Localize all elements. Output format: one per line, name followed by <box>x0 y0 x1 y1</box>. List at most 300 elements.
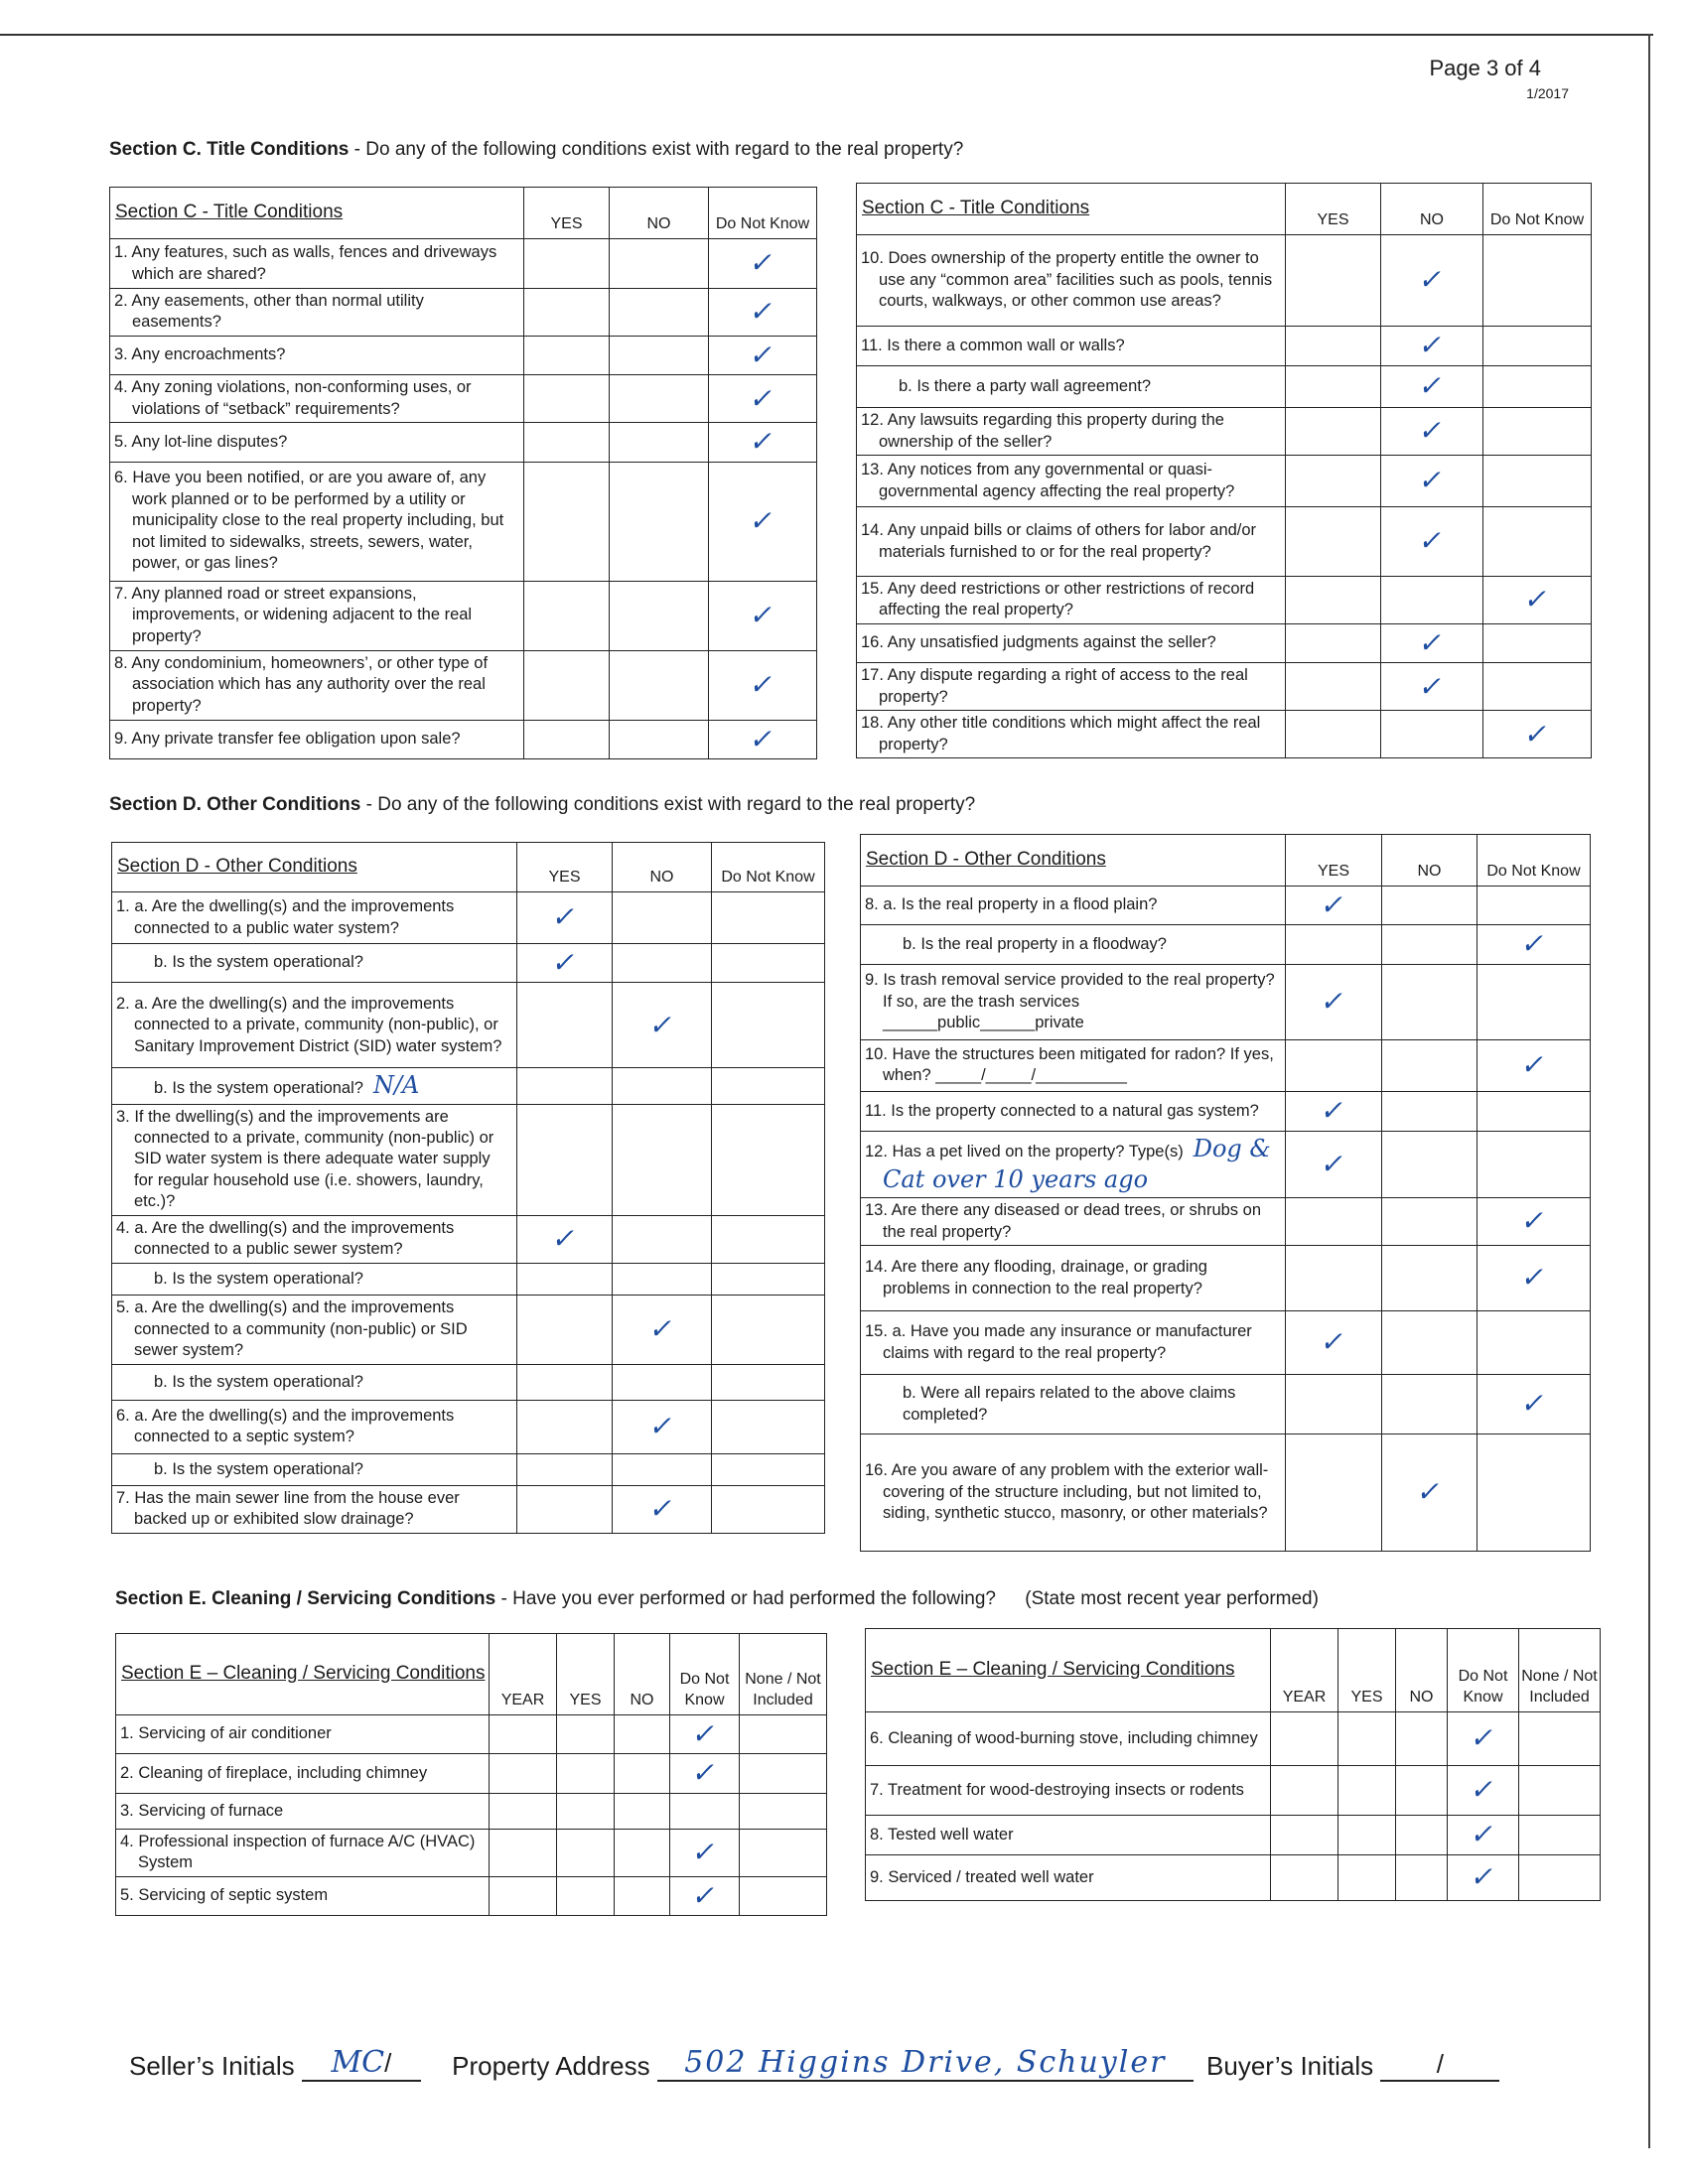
answer-cell-yes[interactable] <box>557 1876 615 1915</box>
answer-cell-none[interactable] <box>740 1829 827 1876</box>
answer-cell-no[interactable] <box>1382 1091 1477 1131</box>
answer-cell-no[interactable] <box>1396 1766 1448 1816</box>
table-row <box>112 1104 825 1215</box>
answer-cell-dnk[interactable] <box>712 1215 825 1263</box>
table-row <box>116 1754 827 1793</box>
table-row <box>861 1434 1591 1552</box>
answer-cell-year[interactable] <box>490 1876 557 1915</box>
answer-cell-no[interactable] <box>1381 663 1483 711</box>
question-text: 3. If the dwelling(s) and the improvements are connected to a private, community (non-public) or SID water system is there adequate water supply for regular household use (i.e. showers, laundry, etc.)? <box>112 1104 517 1215</box>
checkmark-icon: ✓ <box>747 338 778 371</box>
answer-cell-yes[interactable] <box>517 892 613 944</box>
answer-cell-no[interactable] <box>1381 711 1483 758</box>
answer-cell-none[interactable] <box>1519 1766 1601 1816</box>
checkmark-icon: ✓ <box>646 1008 677 1041</box>
answer-cell-yes[interactable] <box>517 1215 613 1263</box>
question-text: 6. a. Are the dwelling(s) and the improvements connected to a septic system? <box>112 1400 517 1453</box>
answer-cell-dnk[interactable] <box>1477 1198 1591 1246</box>
table-row <box>116 1829 827 1876</box>
answer-cell-dnk[interactable] <box>670 1754 740 1793</box>
seller-initials-value: MC <box>331 2045 385 2080</box>
table-row <box>866 1816 1601 1855</box>
answer-cell-none[interactable] <box>1519 1712 1601 1766</box>
answer-cell-no[interactable] <box>1381 366 1483 408</box>
answer-cell-yes[interactable] <box>1286 235 1381 327</box>
table-row <box>857 663 1592 711</box>
table-title: Section D - Other Conditions <box>861 835 1286 887</box>
answer-cell-no[interactable] <box>613 1485 712 1533</box>
table-row <box>110 289 817 337</box>
answer-cell-no[interactable] <box>1382 1375 1477 1434</box>
answer-cell-yes[interactable] <box>524 289 610 337</box>
answer-cell-no[interactable] <box>1382 1246 1477 1311</box>
question-text: 12. Any lawsuits regarding this property during the ownership of the seller? <box>857 408 1286 456</box>
checkmark-icon: ✓ <box>549 946 580 979</box>
answer-cell-dnk[interactable] <box>709 375 817 423</box>
checkmark-icon: ✓ <box>689 1878 720 1912</box>
answer-cell-yes[interactable] <box>557 1754 615 1793</box>
answer-cell-dnk[interactable] <box>712 1295 825 1364</box>
question-text: 16. Any unsatisfied judgments against the seller? <box>857 623 1286 662</box>
question-text: 2. Any easements, other than normal utility easements? <box>110 289 524 337</box>
answer-cell-none[interactable] <box>740 1876 827 1915</box>
question-text: 8. Tested well water <box>866 1816 1271 1855</box>
answer-cell-year[interactable] <box>490 1754 557 1793</box>
answer-cell-dnk[interactable] <box>709 289 817 337</box>
answer-cell-dnk[interactable] <box>1477 1375 1591 1434</box>
answer-cell-yes[interactable] <box>1338 1816 1396 1855</box>
table-row <box>110 581 817 650</box>
table-row <box>110 720 817 758</box>
table-row <box>861 1091 1591 1131</box>
answer-cell-no[interactable] <box>613 1263 712 1295</box>
answer-cell-no[interactable] <box>1381 327 1483 366</box>
col-year: YEAR <box>1271 1629 1338 1712</box>
answer-cell-dnk[interactable] <box>670 1715 740 1754</box>
question-text: b. Is the system operational? <box>112 1263 517 1295</box>
answer-cell-yes[interactable] <box>1286 1311 1382 1375</box>
answer-cell-dnk[interactable] <box>712 1104 825 1215</box>
table-row <box>110 239 817 289</box>
question-text: 7. Has the main sewer line from the house ever backed up or exhibited slow drainage? <box>112 1485 517 1533</box>
answer-cell-dnk[interactable] <box>709 650 817 720</box>
answer-cell-yes[interactable] <box>517 1364 613 1400</box>
answer-cell-no[interactable] <box>613 1215 712 1263</box>
table-row <box>112 1263 825 1295</box>
question-text: 14. Are there any flooding, drainage, or grading problems in connection to the real property? <box>861 1246 1286 1311</box>
answer-cell-yes[interactable] <box>517 1400 613 1453</box>
answer-cell-dnk[interactable] <box>1477 1091 1591 1131</box>
checkmark-icon: ✓ <box>747 503 778 537</box>
answer-cell-dnk[interactable] <box>1448 1712 1519 1766</box>
question-text: 13. Any notices from any governmental or quasi-governmental agency affecting the real property? <box>857 456 1286 507</box>
checkmark-icon: ✓ <box>1416 524 1448 558</box>
question-text: b. Is there a party wall agreement? <box>857 366 1286 408</box>
checkmark-icon: ✓ <box>689 1756 720 1790</box>
answer-cell-dnk[interactable] <box>712 1453 825 1485</box>
answer-cell-dnk[interactable] <box>1477 1246 1591 1311</box>
table-title: Section D - Other Conditions <box>112 843 517 892</box>
col-yes: YES <box>524 188 610 239</box>
answer-cell-dnk[interactable] <box>712 944 825 983</box>
table-row <box>857 577 1592 624</box>
table-row <box>857 711 1592 758</box>
table-row <box>116 1876 827 1915</box>
col-year: YEAR <box>490 1634 557 1715</box>
answer-cell-yes[interactable] <box>524 650 610 720</box>
answer-cell-yes[interactable] <box>557 1829 615 1876</box>
table-row <box>857 408 1592 456</box>
section-d-right-table <box>860 834 1591 1552</box>
answer-cell-yes[interactable] <box>517 1263 613 1295</box>
top-rule <box>0 34 1653 36</box>
checkmark-icon: ✓ <box>1416 414 1448 448</box>
answer-cell-year[interactable] <box>1271 1766 1338 1816</box>
checkmark-icon: ✓ <box>747 295 778 329</box>
answer-cell-dnk[interactable] <box>1483 711 1592 758</box>
answer-cell-no[interactable] <box>610 720 709 758</box>
answer-cell-yes[interactable] <box>1286 1091 1382 1131</box>
buyer-initials-field[interactable]: / <box>1380 2049 1499 2082</box>
col-no: NO <box>610 188 709 239</box>
answer-cell-year[interactable] <box>1271 1855 1338 1901</box>
answer-cell-dnk[interactable] <box>712 1263 825 1295</box>
checkmark-icon: ✓ <box>747 598 778 631</box>
question-text: 3. Servicing of furnace <box>116 1793 490 1829</box>
table-row <box>861 1131 1591 1197</box>
answer-cell-none[interactable] <box>1519 1816 1601 1855</box>
table-row <box>110 462 817 581</box>
col-no: NO <box>1382 835 1477 887</box>
table-row <box>861 1246 1591 1311</box>
answer-cell-dnk[interactable] <box>1483 577 1592 624</box>
answer-cell-no[interactable] <box>1382 887 1477 925</box>
answer-cell-yes[interactable] <box>524 239 610 289</box>
answer-cell-no[interactable] <box>1396 1816 1448 1855</box>
section-c-heading: Section C. Title Conditions - Do any of the following conditions exist with regard to the real property? <box>109 139 964 160</box>
answer-cell-dnk[interactable] <box>709 720 817 758</box>
checkmark-icon: ✓ <box>1468 1818 1498 1851</box>
answer-cell-year[interactable] <box>490 1793 557 1829</box>
checkmark-icon: ✓ <box>1416 625 1448 659</box>
answer-cell-dnk[interactable] <box>1477 1311 1591 1375</box>
answer-cell-dnk[interactable] <box>712 983 825 1068</box>
answer-cell-no[interactable] <box>1382 1311 1477 1375</box>
answer-cell-no[interactable] <box>1381 408 1483 456</box>
answer-cell-dnk[interactable] <box>709 336 817 374</box>
answer-cell-yes[interactable] <box>1286 327 1381 366</box>
table-row <box>861 1311 1591 1375</box>
checkmark-icon: ✓ <box>1318 1094 1349 1128</box>
answer-cell-dnk[interactable] <box>670 1829 740 1876</box>
answer-cell-none[interactable] <box>740 1754 827 1793</box>
answer-cell-no[interactable] <box>613 1400 712 1453</box>
section-d-heading: Section D. Other Conditions - Do any of the following conditions exist with regard to the real property? <box>109 794 976 815</box>
answer-cell-dnk[interactable] <box>712 1400 825 1453</box>
answer-cell-dnk[interactable] <box>1483 623 1592 662</box>
answer-cell-no[interactable] <box>1381 235 1483 327</box>
question-text: 5. Any lot-line disputes? <box>110 423 524 462</box>
checkmark-icon: ✓ <box>1318 1325 1349 1359</box>
answer-cell-yes[interactable] <box>524 581 610 650</box>
answer-cell-no[interactable] <box>610 462 709 581</box>
table-row <box>110 650 817 720</box>
answer-cell-yes[interactable] <box>524 375 610 423</box>
question-text: 15. Any deed restrictions or other restrictions of record affecting the real property? <box>857 577 1286 624</box>
answer-cell-no[interactable] <box>610 375 709 423</box>
answer-cell-dnk[interactable] <box>1483 366 1592 408</box>
table-row <box>112 1295 825 1364</box>
answer-cell-year[interactable] <box>1271 1816 1338 1855</box>
answer-cell-dnk[interactable] <box>709 239 817 289</box>
property-address-field[interactable] <box>657 2045 1194 2082</box>
answer-cell-no[interactable] <box>613 1295 712 1364</box>
checkmark-icon: ✓ <box>1468 1860 1498 1894</box>
answer-cell-none[interactable] <box>740 1715 827 1754</box>
answer-cell-yes[interactable] <box>517 1453 613 1485</box>
col-dnk: Do Not Know <box>1477 835 1591 887</box>
section-e-left-table <box>115 1633 827 1916</box>
checkmark-icon: ✓ <box>1518 1387 1549 1421</box>
table-row <box>866 1766 1601 1816</box>
answer-cell-yes[interactable] <box>517 983 613 1068</box>
question-text: 1. Any features, such as walls, fences and driveways which are shared? <box>110 239 524 289</box>
answer-cell-no[interactable] <box>613 1364 712 1400</box>
col-dnk: Do Not Know <box>670 1634 740 1715</box>
table-row <box>112 892 825 944</box>
answer-cell-yes[interactable] <box>517 1104 613 1215</box>
answer-cell-dnk[interactable] <box>1477 964 1591 1039</box>
col-yes: YES <box>1286 835 1382 887</box>
answer-cell-yes[interactable] <box>1286 408 1381 456</box>
answer-cell-no[interactable] <box>613 1104 712 1215</box>
answer-cell-no[interactable] <box>615 1715 670 1754</box>
table-title: Section E – Cleaning / Servicing Conditions <box>116 1634 490 1715</box>
answer-cell-no[interactable] <box>1396 1712 1448 1766</box>
answer-cell-dnk[interactable] <box>1483 507 1592 577</box>
answer-cell-none[interactable] <box>740 1793 827 1829</box>
answer-cell-dnk[interactable] <box>670 1876 740 1915</box>
checkmark-icon: ✓ <box>1416 464 1448 497</box>
checkmark-icon: ✓ <box>1521 717 1553 751</box>
answer-cell-yes[interactable] <box>1286 507 1381 577</box>
answer-cell-yes[interactable] <box>1286 456 1381 507</box>
answer-cell-no[interactable] <box>610 423 709 462</box>
checkmark-icon: ✓ <box>1468 1773 1498 1807</box>
answer-cell-yes[interactable] <box>524 720 610 758</box>
col-yes: YES <box>517 843 613 892</box>
question-text: 12. Has a pet lived on the property? Type(s) Dog & Cat over 10 years ago <box>861 1131 1286 1197</box>
answer-cell-year[interactable] <box>490 1715 557 1754</box>
answer-cell-yes[interactable] <box>1286 964 1382 1039</box>
question-text: 5. Servicing of septic system <box>116 1876 490 1915</box>
question-text: 4. Professional inspection of furnace A/C (HVAC) System <box>116 1829 490 1876</box>
answer-cell-yes[interactable] <box>557 1715 615 1754</box>
answer-cell-yes[interactable] <box>1286 366 1381 408</box>
answer-cell-no[interactable] <box>610 289 709 337</box>
table-row <box>861 1375 1591 1434</box>
answer-cell-dnk[interactable] <box>1477 1039 1591 1091</box>
answer-cell-no[interactable] <box>613 1068 712 1104</box>
answer-cell-yes[interactable] <box>1286 925 1382 964</box>
answer-cell-no[interactable] <box>613 1453 712 1485</box>
property-address-value: 502 Higgins Drive, Schuyler <box>684 2045 1167 2080</box>
table-row <box>116 1793 827 1829</box>
answer-cell-no[interactable] <box>1382 1039 1477 1091</box>
table-row <box>112 1400 825 1453</box>
table-row <box>861 1198 1591 1246</box>
answer-cell-no[interactable] <box>1381 577 1483 624</box>
answer-cell-dnk[interactable] <box>1448 1766 1519 1816</box>
answer-cell-dnk[interactable] <box>1477 1131 1591 1197</box>
answer-cell-dnk[interactable] <box>712 1364 825 1400</box>
seller-initials-field[interactable]: MC/ <box>302 2045 421 2082</box>
answer-cell-no[interactable] <box>1382 925 1477 964</box>
answer-cell-no[interactable] <box>1382 1434 1477 1552</box>
checkmark-icon: ✓ <box>1521 583 1553 616</box>
checkmark-icon: ✓ <box>646 1492 677 1526</box>
answer-cell-dnk[interactable] <box>1483 456 1592 507</box>
answer-cell-yes[interactable] <box>1286 623 1381 662</box>
answer-cell-dnk[interactable] <box>709 581 817 650</box>
answer-cell-yes[interactable] <box>1338 1855 1396 1901</box>
answer-cell-yes[interactable] <box>1286 1434 1382 1552</box>
question-text: 18. Any other title conditions which might affect the real property? <box>857 711 1286 758</box>
answer-cell-year[interactable] <box>490 1829 557 1876</box>
question-text: 6. Cleaning of wood-burning stove, including chimney <box>866 1712 1271 1766</box>
answer-cell-yes[interactable] <box>517 944 613 983</box>
question-text: 10. Does ownership of the property entitle the owner to use any “common area” facilities such as pools, tennis courts, walkways, or other common use areas? <box>857 235 1286 327</box>
answer-cell-no[interactable] <box>610 581 709 650</box>
question-text: 9. Serviced / treated well water <box>866 1855 1271 1901</box>
answer-cell-dnk[interactable] <box>1448 1855 1519 1901</box>
table-row <box>861 1039 1591 1091</box>
table-row <box>861 887 1591 925</box>
answer-cell-yes[interactable] <box>1286 1375 1382 1434</box>
answer-cell-dnk[interactable] <box>709 462 817 581</box>
answer-cell-yes[interactable] <box>517 1068 613 1104</box>
answer-cell-yes[interactable] <box>517 1295 613 1364</box>
question-text: 9. Any private transfer fee obligation upon sale? <box>110 720 524 758</box>
answer-cell-yes[interactable] <box>1286 1131 1382 1197</box>
col-none: None / Not Included <box>740 1634 827 1715</box>
answer-cell-yes[interactable] <box>524 462 610 581</box>
answer-cell-no[interactable] <box>613 983 712 1068</box>
answer-cell-yes[interactable] <box>517 1485 613 1533</box>
answer-cell-dnk[interactable] <box>1477 1434 1591 1552</box>
answer-cell-no[interactable] <box>1381 507 1483 577</box>
answer-cell-no[interactable] <box>610 650 709 720</box>
checkmark-icon: ✓ <box>1518 1261 1549 1295</box>
table-row <box>116 1715 827 1754</box>
col-dnk: Do Not Know <box>709 188 817 239</box>
answer-cell-no[interactable] <box>615 1829 670 1876</box>
answer-cell-no[interactable] <box>1382 1131 1477 1197</box>
answer-cell-none[interactable] <box>1519 1855 1601 1901</box>
answer-cell-no[interactable] <box>1396 1855 1448 1901</box>
answer-cell-yes[interactable] <box>524 423 610 462</box>
answer-cell-dnk[interactable] <box>1483 327 1592 366</box>
table-row <box>857 507 1592 577</box>
answer-cell-dnk[interactable] <box>670 1793 740 1829</box>
answer-cell-no[interactable] <box>1381 623 1483 662</box>
answer-cell-no[interactable] <box>613 892 712 944</box>
answer-cell-yes[interactable] <box>1286 663 1381 711</box>
answer-cell-yes[interactable] <box>557 1793 615 1829</box>
buyer-initials-label: Buyer’s Initials <box>1206 2051 1374 2081</box>
answer-cell-dnk[interactable] <box>712 1485 825 1533</box>
col-no: NO <box>615 1634 670 1715</box>
answer-cell-dnk[interactable] <box>1483 663 1592 711</box>
answer-cell-dnk[interactable] <box>712 892 825 944</box>
table-row <box>857 235 1592 327</box>
answer-cell-yes[interactable] <box>1286 1198 1382 1246</box>
answer-cell-dnk[interactable] <box>1448 1816 1519 1855</box>
section-e-right-table <box>865 1628 1601 1901</box>
checkmark-icon: ✓ <box>689 1836 720 1869</box>
handwritten-note: Dog & Cat over 10 years ago <box>883 1134 1271 1193</box>
answer-cell-yes[interactable] <box>524 336 610 374</box>
table-row <box>112 1485 825 1533</box>
answer-cell-yes[interactable] <box>1286 1246 1382 1311</box>
question-text: 1. Servicing of air conditioner <box>116 1715 490 1754</box>
answer-cell-no[interactable] <box>1381 456 1483 507</box>
answer-cell-no[interactable] <box>610 239 709 289</box>
answer-cell-yes[interactable] <box>1286 1039 1382 1091</box>
answer-cell-no[interactable] <box>610 336 709 374</box>
question-text: b. Were all repairs related to the above claims completed? <box>861 1375 1286 1434</box>
question-text: 17. Any dispute regarding a right of access to the real property? <box>857 663 1286 711</box>
answer-cell-dnk[interactable] <box>1477 925 1591 964</box>
question-text: 15. a. Have you made any insurance or manufacturer claims with regard to the real property? <box>861 1311 1286 1375</box>
question-text: 6. Have you been notified, or are you aware of, any work planned or to be performed by a utility or municipality close to the real property including, but not limited to sidewalks, streets, sewers, water, power, or gas lines? <box>110 462 524 581</box>
answer-cell-yes[interactable] <box>1338 1712 1396 1766</box>
answer-cell-no[interactable] <box>615 1793 670 1829</box>
question-text: b. Is the real property in a floodway? <box>861 925 1286 964</box>
col-dnk: Do Not Know <box>712 843 825 892</box>
table-row <box>866 1855 1601 1901</box>
answer-cell-dnk[interactable] <box>712 1068 825 1104</box>
answer-cell-yes[interactable] <box>1286 711 1381 758</box>
answer-cell-dnk[interactable] <box>709 423 817 462</box>
table-row <box>861 925 1591 964</box>
answer-cell-dnk[interactable] <box>1477 887 1591 925</box>
answer-cell-no[interactable] <box>615 1876 670 1915</box>
answer-cell-year[interactable] <box>1271 1712 1338 1766</box>
answer-cell-yes[interactable] <box>1286 577 1381 624</box>
col-yes: YES <box>1286 184 1381 235</box>
answer-cell-no[interactable] <box>613 944 712 983</box>
answer-cell-no[interactable] <box>615 1754 670 1793</box>
checkmark-icon: ✓ <box>1468 1721 1498 1755</box>
section-c-right-table <box>856 183 1592 758</box>
col-dnk: Do Not Know <box>1448 1629 1519 1712</box>
question-text: b. Is the system operational? <box>112 944 517 983</box>
answer-cell-yes[interactable] <box>1286 887 1382 925</box>
table-title: Section C - Title Conditions <box>110 188 524 239</box>
answer-cell-no[interactable] <box>1382 964 1477 1039</box>
answer-cell-yes[interactable] <box>1338 1766 1396 1816</box>
answer-cell-dnk[interactable] <box>1483 408 1592 456</box>
answer-cell-dnk[interactable] <box>1483 235 1592 327</box>
checkmark-icon: ✓ <box>747 381 778 415</box>
section-d-left-table <box>111 842 825 1534</box>
question-text: 13. Are there any diseased or dead trees, or shrubs on the real property? <box>861 1198 1286 1246</box>
checkmark-icon: ✓ <box>1414 1475 1445 1509</box>
answer-cell-no[interactable] <box>1382 1198 1477 1246</box>
section-c-left-table <box>109 187 817 759</box>
section-e-heading: Section E. Cleaning / Servicing Conditions - Have you ever performed or had performed the following? (State most recent year performed) <box>115 1588 1319 1609</box>
